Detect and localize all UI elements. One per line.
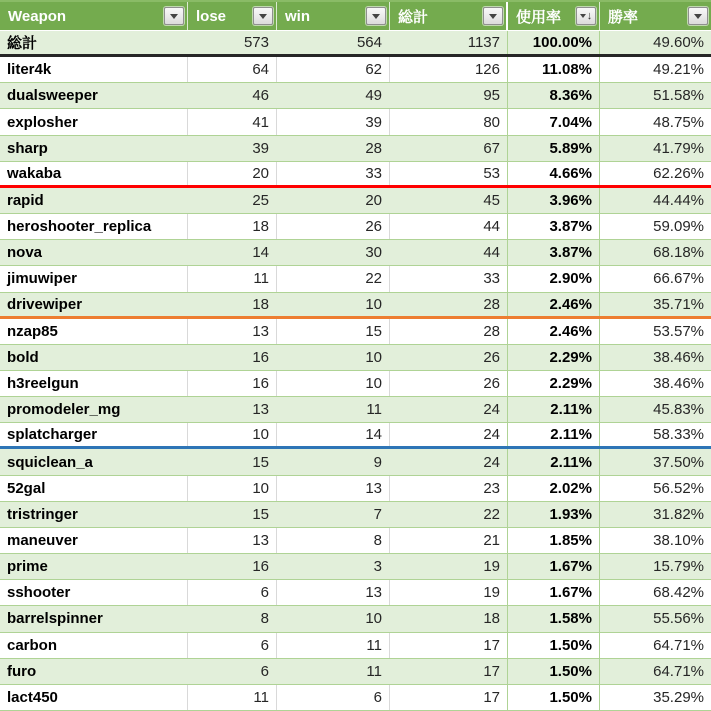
column-label-win: win <box>285 7 310 25</box>
cell-winrate[interactable]: 55.56% <box>653 610 704 628</box>
cell-usage[interactable]: 3.96% <box>508 188 600 213</box>
cell-usage[interactable]: 3.87% <box>508 240 600 265</box>
cell-total[interactable]: 17 <box>390 633 508 658</box>
filter-dropdown-icon <box>580 14 586 18</box>
cell-weapon[interactable]: promodeler_mg <box>7 401 121 419</box>
cell-total[interactable]: 19 <box>390 554 508 579</box>
cell-win[interactable]: 15 <box>277 319 390 344</box>
cell-weapon[interactable]: 総計 <box>7 35 38 53</box>
cell-lose[interactable]: 6 <box>188 580 277 605</box>
filter-sort-button-usage[interactable] <box>576 7 596 25</box>
cell-winrate[interactable]: 68.42% <box>653 584 704 602</box>
cell-win[interactable]: 11 <box>366 662 382 680</box>
table-row <box>0 449 711 475</box>
cell-win[interactable]: 39 <box>277 109 390 134</box>
cell-weapon[interactable]: nova <box>7 244 43 262</box>
cell-usage[interactable]: 2.29% <box>508 345 600 370</box>
cell-total[interactable]: 1137 <box>390 31 508 54</box>
cell-win[interactable]: 10 <box>365 348 382 366</box>
cell-winrate[interactable]: 31.82% <box>653 505 704 523</box>
table-row <box>0 502 711 528</box>
cell-weapon[interactable]: wakaba <box>0 162 188 185</box>
filter-dropdown-icon <box>259 14 267 19</box>
cell-winrate[interactable]: 38.46% <box>653 348 704 366</box>
cell-lose[interactable]: 14 <box>252 244 269 262</box>
cell-winrate[interactable]: 49.21% <box>653 61 704 79</box>
cell-usage[interactable]: 1.50% <box>508 659 600 684</box>
cell-total[interactable]: 21 <box>390 528 508 553</box>
cell-weapon[interactable]: sharp <box>7 139 48 157</box>
table-row <box>0 83 711 109</box>
cell-usage[interactable]: 1.93% <box>508 502 600 527</box>
cell-win[interactable]: 8 <box>277 528 390 553</box>
cell-win[interactable]: 62 <box>277 57 390 82</box>
cell-win[interactable]: 22 <box>277 266 390 291</box>
column-header-usage[interactable] <box>508 2 600 30</box>
column-label-winrate: 勝率 <box>608 8 639 26</box>
cell-winrate[interactable]: 41.79% <box>653 139 704 157</box>
cell-usage[interactable]: 8.36% <box>508 83 600 108</box>
cell-lose[interactable]: 25 <box>252 191 269 209</box>
cell-win[interactable]: 28 <box>365 139 382 157</box>
table-row <box>0 423 711 449</box>
cell-total[interactable]: 44 <box>390 240 508 265</box>
cell-lose[interactable]: 46 <box>252 87 269 105</box>
cell-total[interactable]: 23 <box>390 476 508 501</box>
cell-weapon[interactable]: sshooter <box>0 580 188 605</box>
cell-winrate[interactable]: 53.57% <box>653 322 704 340</box>
table-row <box>0 659 711 685</box>
cell-weapon[interactable]: bold <box>7 348 39 366</box>
cell-win[interactable]: 6 <box>277 685 390 710</box>
cell-winrate[interactable]: 59.09% <box>653 218 704 236</box>
cell-win[interactable]: 20 <box>365 191 382 209</box>
cell-lose[interactable]: 18 <box>252 295 269 313</box>
column-header-total[interactable] <box>390 2 508 30</box>
cell-win[interactable]: 10 <box>365 610 382 628</box>
cell-lose[interactable]: 13 <box>188 319 277 344</box>
cell-winrate[interactable]: 49.60% <box>653 34 704 52</box>
table-row <box>0 293 711 319</box>
table-row <box>0 31 711 57</box>
cell-win[interactable]: 26 <box>277 214 390 239</box>
table-row <box>0 580 711 606</box>
cell-lose[interactable]: 16 <box>252 348 269 366</box>
cell-usage[interactable]: 2.46% <box>508 293 600 316</box>
cell-usage[interactable]: 3.87% <box>508 214 600 239</box>
cell-win[interactable]: 13 <box>277 476 390 501</box>
cell-win[interactable]: 13 <box>277 580 390 605</box>
cell-usage[interactable]: 7.04% <box>508 109 600 134</box>
cell-lose[interactable]: 13 <box>188 528 277 553</box>
cell-weapon[interactable]: nzap85 <box>0 319 188 344</box>
cell-weapon[interactable]: heroshooter_replica <box>0 214 188 239</box>
cell-winrate[interactable]: 35.71% <box>653 295 704 313</box>
cell-winrate[interactable]: 38.46% <box>653 375 704 393</box>
column-header-win[interactable] <box>277 2 390 30</box>
cell-lose[interactable]: 573 <box>243 34 269 52</box>
cell-weapon[interactable]: h3reelgun <box>0 371 188 396</box>
cell-lose[interactable]: 18 <box>188 214 277 239</box>
filter-button-win[interactable] <box>366 7 386 25</box>
cell-usage[interactable]: 2.11% <box>508 449 600 474</box>
table-row <box>0 214 711 240</box>
cell-lose[interactable]: 6 <box>260 662 269 680</box>
cell-lose[interactable]: 39 <box>252 139 269 157</box>
cell-usage[interactable]: 2.29% <box>508 371 600 396</box>
cell-winrate[interactable]: 37.50% <box>653 453 704 471</box>
cell-winrate[interactable]: 38.10% <box>653 531 704 549</box>
cell-usage[interactable]: 1.50% <box>508 685 600 710</box>
cell-total[interactable]: 24 <box>390 449 508 474</box>
cell-lose[interactable]: 64 <box>188 57 277 82</box>
cell-weapon[interactable]: barrelspinner <box>7 610 103 628</box>
cell-weapon[interactable]: liter4k <box>0 57 188 82</box>
cell-win[interactable]: 564 <box>356 34 382 52</box>
cell-winrate[interactable]: 35.29% <box>653 688 704 706</box>
cell-usage[interactable]: 5.89% <box>508 136 600 161</box>
cell-winrate[interactable]: 44.44% <box>653 191 704 209</box>
cell-usage[interactable]: 1.50% <box>508 633 600 658</box>
column-label-usage: 使用率 <box>516 8 562 26</box>
cell-total[interactable]: 67 <box>390 136 508 161</box>
cell-total[interactable]: 18 <box>390 606 508 631</box>
table-row <box>0 685 711 711</box>
cell-total[interactable]: 19 <box>390 580 508 605</box>
column-header-lose[interactable] <box>188 2 277 30</box>
table-row <box>0 476 711 502</box>
cell-winrate[interactable]: 62.26% <box>653 164 704 182</box>
table-row <box>0 162 711 188</box>
cell-total[interactable]: 33 <box>390 266 508 291</box>
cell-total[interactable]: 44 <box>390 214 508 239</box>
filter-dropdown-icon <box>489 14 497 19</box>
filter-button-winrate[interactable] <box>688 7 708 25</box>
cell-lose[interactable]: 13 <box>252 401 269 419</box>
cell-weapon[interactable]: explosher <box>0 109 188 134</box>
cell-total[interactable]: 24 <box>390 423 508 446</box>
cell-winrate[interactable]: 64.71% <box>653 636 704 654</box>
cell-total[interactable]: 26 <box>390 345 508 370</box>
cell-winrate[interactable]: 68.18% <box>653 244 704 262</box>
cell-usage[interactable]: 1.85% <box>508 528 600 553</box>
cell-weapon[interactable]: carbon <box>0 633 188 658</box>
cell-total[interactable]: 24 <box>390 397 508 422</box>
filter-button-lose[interactable] <box>253 7 273 25</box>
column-label-weapon: Weapon <box>8 7 67 25</box>
cell-usage[interactable]: 2.11% <box>508 397 600 422</box>
sort-desc-icon: ↓ <box>586 9 593 22</box>
filter-button-weapon[interactable] <box>164 7 184 25</box>
filter-dropdown-icon <box>170 14 178 19</box>
cell-winrate[interactable]: 58.33% <box>653 426 704 444</box>
cell-lose[interactable]: 8 <box>260 610 269 628</box>
table-row <box>0 109 711 135</box>
cell-win[interactable]: 7 <box>373 505 382 523</box>
cell-weapon[interactable]: maneuver <box>0 528 188 553</box>
cell-weapon[interactable]: tristringer <box>7 505 78 523</box>
cell-win[interactable]: 33 <box>277 162 390 185</box>
cell-total[interactable]: 80 <box>390 109 508 134</box>
cell-weapon[interactable]: splatcharger <box>0 423 188 446</box>
cell-winrate[interactable]: 51.58% <box>653 87 704 105</box>
cell-total[interactable]: 126 <box>390 57 508 82</box>
filter-dropdown-icon <box>694 14 702 19</box>
cell-winrate[interactable]: 66.67% <box>653 270 704 288</box>
table-row <box>0 188 711 214</box>
cell-weapon[interactable]: rapid <box>7 191 44 209</box>
cell-win[interactable]: 9 <box>373 453 382 471</box>
cell-usage[interactable]: 1.67% <box>508 554 600 579</box>
filter-dropdown-icon <box>372 14 380 19</box>
cell-weapon[interactable]: prime <box>7 558 48 576</box>
cell-weapon[interactable]: lact450 <box>0 685 188 710</box>
cell-lose[interactable]: 16 <box>252 558 269 576</box>
cell-lose[interactable]: 10 <box>188 423 277 446</box>
cell-lose[interactable]: 15 <box>252 453 269 471</box>
cell-total[interactable]: 22 <box>390 502 508 527</box>
cell-win[interactable]: 11 <box>366 401 382 419</box>
cell-total[interactable]: 28 <box>390 293 508 316</box>
cell-usage[interactable]: 1.58% <box>508 606 600 631</box>
cell-usage[interactable]: 1.67% <box>508 580 600 605</box>
table-row <box>0 136 711 162</box>
cell-weapon[interactable]: jimuwiper <box>0 266 188 291</box>
cell-win[interactable]: 3 <box>373 558 382 576</box>
cell-lose[interactable]: 11 <box>188 266 277 291</box>
cell-usage[interactable]: 11.08% <box>508 57 600 82</box>
table-header-row <box>0 0 711 31</box>
cell-win[interactable]: 14 <box>277 423 390 446</box>
table-row <box>0 345 711 371</box>
column-label-total: 総計 <box>398 8 429 26</box>
cell-weapon[interactable]: dualsweeper <box>7 87 98 105</box>
cell-lose[interactable]: 11 <box>188 685 277 710</box>
table-row <box>0 633 711 659</box>
cell-usage[interactable]: 2.46% <box>508 319 600 344</box>
cell-total[interactable]: 17 <box>390 685 508 710</box>
column-header-winrate[interactable] <box>600 2 711 30</box>
table-row <box>0 57 711 83</box>
cell-lose[interactable]: 41 <box>188 109 277 134</box>
table-row <box>0 554 711 580</box>
cell-winrate[interactable]: 48.75% <box>653 113 704 131</box>
table-row <box>0 606 711 632</box>
cell-win[interactable]: 30 <box>365 244 382 262</box>
cell-total[interactable]: 26 <box>390 371 508 396</box>
table-row <box>0 371 711 397</box>
cell-usage[interactable]: 4.66% <box>508 162 600 185</box>
cell-usage[interactable]: 2.90% <box>508 266 600 291</box>
cell-winrate[interactable]: 64.71% <box>653 662 704 680</box>
cell-winrate[interactable]: 15.79% <box>653 558 704 576</box>
cell-weapon[interactable]: squiclean_a <box>7 453 93 471</box>
cell-total[interactable]: 95 <box>390 83 508 108</box>
cell-weapon[interactable]: furo <box>7 662 37 680</box>
cell-win[interactable]: 10 <box>277 371 390 396</box>
cell-win[interactable]: 11 <box>277 633 390 658</box>
cell-winrate[interactable]: 56.52% <box>653 479 704 497</box>
cell-weapon[interactable]: drivewiper <box>7 295 83 313</box>
cell-total[interactable]: 45 <box>390 188 508 213</box>
column-label-lose: lose <box>196 7 227 25</box>
table-row <box>0 528 711 554</box>
cell-lose[interactable]: 16 <box>188 371 277 396</box>
cell-lose[interactable]: 10 <box>188 476 277 501</box>
cell-total[interactable]: 17 <box>390 659 508 684</box>
cell-lose[interactable]: 15 <box>252 505 269 523</box>
cell-total[interactable]: 28 <box>390 319 508 344</box>
cell-win[interactable]: 10 <box>365 295 382 313</box>
table-row <box>0 266 711 292</box>
cell-weapon[interactable]: 52gal <box>0 476 188 501</box>
cell-win[interactable]: 49 <box>365 87 382 105</box>
cell-usage[interactable]: 2.02% <box>508 476 600 501</box>
cell-usage[interactable]: 2.11% <box>508 423 600 446</box>
cell-lose[interactable]: 6 <box>188 633 277 658</box>
table-row <box>0 240 711 266</box>
cell-lose[interactable]: 20 <box>188 162 277 185</box>
cell-total[interactable]: 53 <box>390 162 508 185</box>
cell-winrate[interactable]: 45.83% <box>653 401 704 419</box>
table-row <box>0 397 711 423</box>
table-row <box>0 319 711 345</box>
column-header-weapon[interactable] <box>0 2 188 30</box>
filter-button-total[interactable] <box>483 7 503 25</box>
cell-usage[interactable]: 100.00% <box>508 31 600 54</box>
